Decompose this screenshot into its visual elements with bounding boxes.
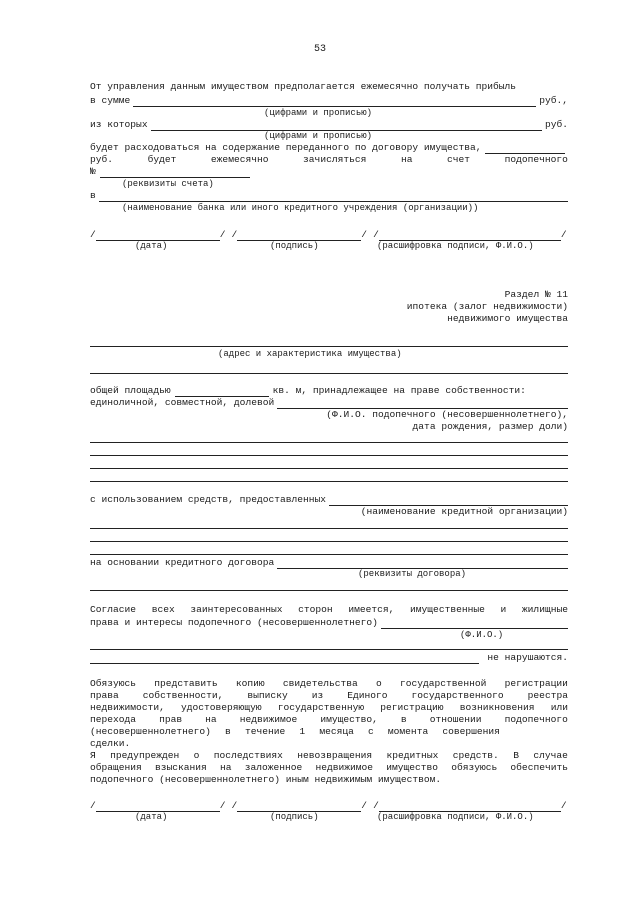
section-subtitle-1: ипотека (залог недвижимости) (406, 301, 568, 312)
area-line: общей площадью кв. м, принадлежащее на праве собственности: (90, 385, 526, 396)
ownership-field[interactable] (277, 400, 568, 409)
sig2-decode-caption: (расшифровка подписи, Ф.И.О.) (377, 812, 534, 822)
account-number-field[interactable] (100, 169, 250, 178)
blank-line-9[interactable] (90, 649, 568, 650)
caption-digits-2: (цифрами и прописью) (264, 131, 373, 141)
consent-line-2: права и интересы подопечного (несовершеннолетнего) (90, 617, 568, 629)
caption-contract: (реквизиты договора) (358, 569, 467, 579)
spend-line: будет расходоваться на содержание переданного по договору имущества, (90, 142, 568, 154)
warning-line-2: обращения взыскания на заложенное недвижимое имущество обязуюсь обеспечить (90, 762, 568, 773)
area-field[interactable] (175, 388, 269, 397)
page-number: 53 (313, 44, 326, 55)
signature-line-1: / / / / / / (90, 229, 567, 240)
caption-ward-2: дата рождения, размер доли) (412, 421, 568, 432)
not-violated-line: не нарушаются. (90, 652, 568, 664)
basis-line: на основании кредитного договора (90, 557, 568, 569)
warning-line-1: Я предупрежден о последствиях невозвращения кредитных средств. В случае (90, 750, 568, 761)
blank-line-6[interactable] (90, 541, 568, 542)
bank-field[interactable] (99, 193, 568, 202)
bank-line: в (90, 190, 568, 202)
sig1-date-caption: (дата) (135, 241, 168, 251)
sig1-decode-caption: (расшифровка подписи, Ф.И.О.) (377, 241, 534, 251)
caption-account: (реквизиты счета) (122, 179, 214, 189)
obligation-line-2: права собственности, выписку из Единого государственного реестра (90, 690, 568, 701)
blank-line-3[interactable] (90, 468, 568, 469)
caption-ward: (Ф.И.О. подопечного (несовершеннолетнего), (326, 409, 568, 420)
obligation-line-1: Обязуюсь представить копию свидетельства о государственной регистрации (90, 678, 568, 689)
obligation-line-6: сделки. (90, 738, 131, 749)
caption-credit-org: (наименование кредитной организации) (360, 506, 568, 517)
blank-line-8[interactable] (90, 590, 568, 591)
income-line-1: От управления данным имуществом предполагается ежемесячно получать прибыль (90, 81, 517, 92)
income-sum-line: в сумме руб., (90, 95, 568, 106)
caption-digits-1: (цифрами и прописью) (264, 108, 373, 118)
consent-fio-field[interactable] (381, 620, 568, 629)
account-line: руб. будет ежемесячно зачисляться на счет подопечного (90, 154, 568, 165)
section-title: Раздел № 11 (504, 289, 568, 300)
income-sum-field[interactable] (133, 98, 536, 107)
consent-line-1: Согласие всех заинтересованных сторон имеется, имущественные и жилищные (90, 604, 568, 615)
section-subtitle-2: недвижимого имущества (447, 313, 568, 324)
obligation-line-4: перехода прав на недвижимое имущество, в отношении подопечного (90, 714, 568, 725)
caption-bank: (наименование банка или иного кредитного учреждения (организации)) (122, 203, 479, 213)
sig2-signature-caption: (подпись) (270, 812, 319, 822)
blank-line-4[interactable] (90, 481, 568, 482)
caption-fio: (Ф.И.О.) (460, 630, 504, 640)
of-which-line: из которых руб. (90, 119, 568, 130)
caption-address: (адрес и характеристика имущества) (218, 349, 402, 359)
obligation-line-5: (несовершеннолетнего) в течение 1 месяца с момента совершения (90, 726, 500, 737)
spend-field[interactable] (485, 145, 566, 154)
account-number-line: № (90, 166, 568, 178)
blank-line-5[interactable] (90, 528, 568, 529)
funds-line: с использованием средств, предоставленных (90, 494, 568, 506)
ownership-line: единоличной, совместной, долевой (90, 397, 568, 409)
blank-line-2[interactable] (90, 455, 568, 456)
address-field[interactable] (90, 346, 568, 347)
not-violated-field[interactable] (90, 655, 479, 664)
blank-line-7[interactable] (90, 554, 568, 555)
blank-line-1[interactable] (90, 442, 568, 443)
address-field-2[interactable] (90, 373, 568, 374)
signature-line-2: / / / / / / (90, 800, 567, 811)
credit-org-field[interactable] (329, 497, 568, 506)
sig1-signature-caption: (подпись) (270, 241, 319, 251)
sig2-date-caption: (дата) (135, 812, 168, 822)
warning-line-3: подопечного (несовершеннолетнего) иным недвижимым имуществом. (90, 774, 442, 785)
obligation-line-3: недвижимости, удостоверяющую государственную регистрацию возникновения или (90, 702, 568, 713)
